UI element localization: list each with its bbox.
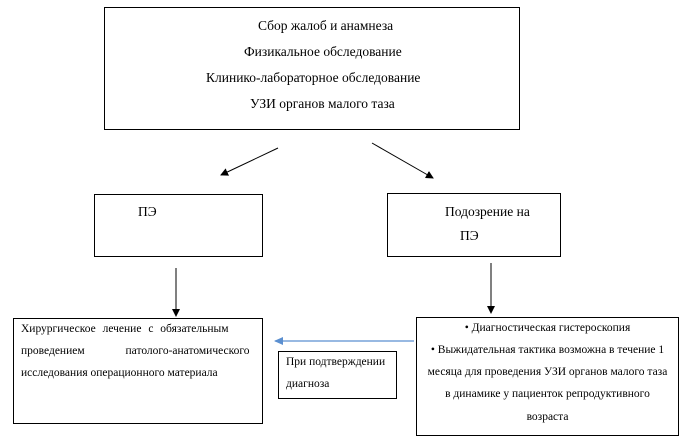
box-line: При подтверждении (286, 356, 386, 368)
box-line: • Диагностическая гистероскопия (464, 322, 631, 334)
confirmation-box (278, 351, 397, 399)
box-line: исследования операционного материала (21, 367, 218, 379)
box-line: Сбор жалоб и анамнеза (258, 18, 394, 33)
surgery-box (13, 318, 263, 424)
box-line: Клинико-лабораторное обследование (206, 70, 421, 85)
box-line: в динамике у пациенток репродуктивного (445, 388, 650, 400)
arrow-to-pe (221, 148, 278, 175)
box-line: проведением патолого-анатомического (21, 345, 250, 357)
box-line: ПЭ (460, 228, 479, 243)
box-line: диагноза (286, 378, 330, 390)
box-line: • Выжидательная тактика возможна в течение 1 (430, 344, 665, 356)
box-line: месяца для проведения УЗИ органов малого таза (427, 366, 668, 378)
box-line: Физикальное обследование (244, 44, 402, 59)
box-line: возраста (526, 411, 569, 423)
box-line: Подозрение на (445, 204, 530, 219)
box-line: Хирургическое лечение с обязательным (21, 323, 229, 335)
pe-box (94, 194, 263, 257)
diagnostics-box (416, 317, 679, 436)
arrow-to-suspicion (372, 143, 433, 178)
suspicion-box (387, 193, 561, 257)
box-label: ПЭ (138, 204, 157, 219)
box-line: УЗИ органов малого таза (250, 96, 395, 111)
initial-examination-box (104, 7, 520, 130)
